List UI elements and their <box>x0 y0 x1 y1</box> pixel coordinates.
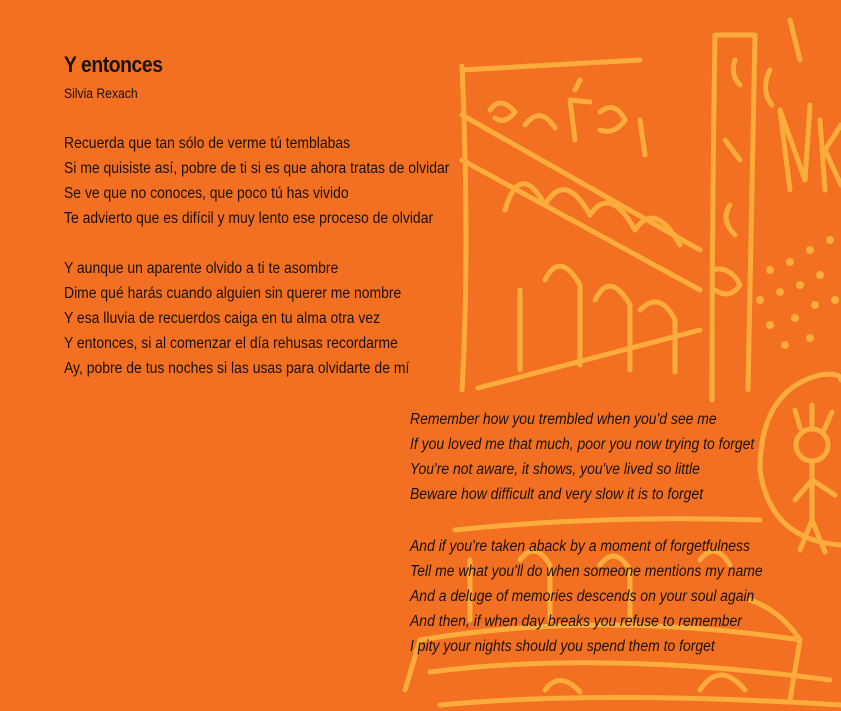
translation-line: If you loved me that much, poor you now trying to forget <box>410 436 755 453</box>
english-stanza-2 <box>410 534 802 659</box>
poem-line: Recuerda que tan sólo de verme tú temblabas <box>64 135 351 152</box>
spanish-stanza-2 <box>64 256 448 381</box>
translation-line: And if you're taken aback by a moment of forgetfulness <box>410 538 750 555</box>
translation-line: And then, if when day breaks you refuse to remember <box>410 613 742 630</box>
translation-line: Tell me what you'll do when someone mentions my name <box>410 563 763 580</box>
poem-title: Y entonces <box>64 52 163 77</box>
translation-line: Beware how difficult and very slow it is to forget <box>410 486 704 503</box>
poem-line: Y esa lluvia de recuerdos caiga en tu alma otra vez <box>64 310 381 327</box>
translation-line: Remember how you trembled when you'd see me <box>410 411 717 428</box>
poem-line: Y aunque un aparente olvido a ti te asombre <box>64 260 339 277</box>
poem-line: Dime qué harás cuando alguien sin querer me nombre <box>64 285 402 302</box>
poem-line: Se ve que no conoces, que poco tú has vivido <box>64 185 349 202</box>
poem-author: Silvia Rexach <box>64 86 138 101</box>
spanish-stanza-1 <box>64 131 492 231</box>
translation-line: And a deluge of memories descends on your soul again <box>410 588 755 605</box>
translation-line: I pity your nights should you spend them to forget <box>410 638 715 655</box>
poem-line: Te advierto que es difícil y muy lento ese proceso de olvidar <box>64 210 434 227</box>
poem-line: Ay, pobre de tus noches si las usas para olvidarte de mí <box>64 360 410 377</box>
english-stanza-1 <box>410 407 793 507</box>
poem-line: Y entonces, si al comenzar el día rehusas recordarme <box>64 335 398 352</box>
translation-line: You're not aware, it shows, you've lived so little <box>410 461 700 478</box>
poem-line: Si me quisiste así, pobre de ti si es que ahora tratas de olvidar <box>64 160 450 177</box>
